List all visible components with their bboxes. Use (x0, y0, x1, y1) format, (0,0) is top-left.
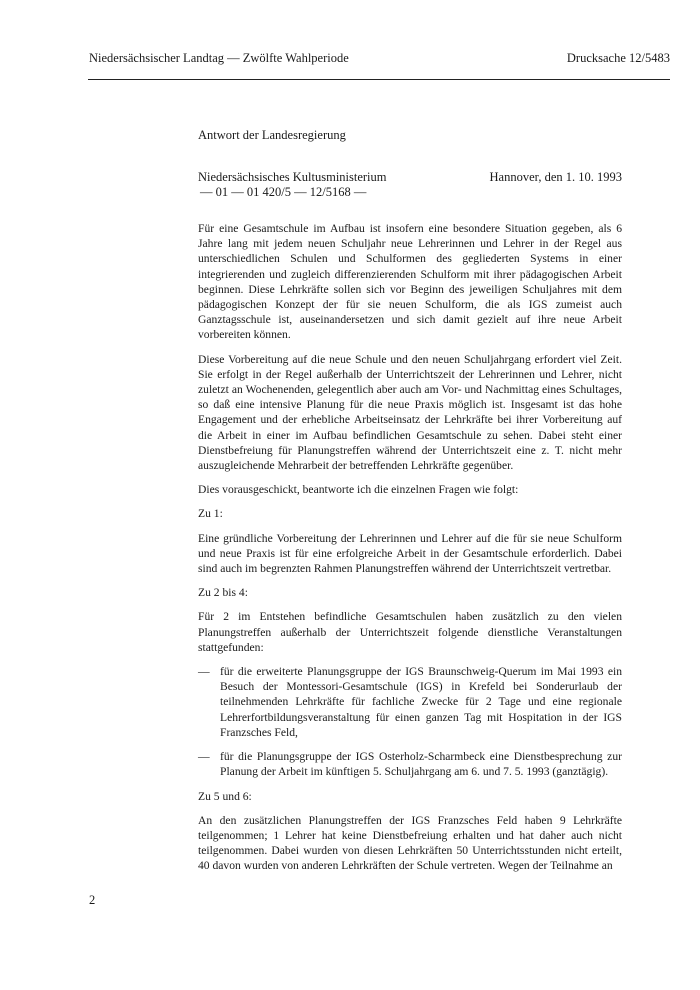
document-number: Drucksache 12/5483 (566, 51, 670, 65)
ministry-name: Niedersächsisches Kultusministerium (198, 170, 387, 184)
dateline: Hannover, den 1. 10. 1993 (489, 170, 622, 184)
dash-bullet: — (198, 665, 210, 679)
ministry-reference: — 01 — 01 420/5 — 12/5168 — (200, 185, 367, 199)
page-number: 2 (89, 893, 96, 907)
list-item-text: für die erweiterte Planungsgruppe der IGS Braunschweig-Querum im Mai 1993 ein Besuch der Montessori-Gesamtschule (IGS) in Krefeld bei Sonderurlaub der teilnehmenden Lehrkräfte für fachliche Zwecke für 2 Tage und eine regionale Lehrerfortbildungsveranstaltung für einen ganzen Tag mit Hospitation in der IGS Franzsches Feld, (220, 665, 622, 739)
section-title: Antwort der Landesregierung (198, 128, 346, 142)
list-item (198, 664, 622, 740)
paragraph: An den zusätzlichen Planungstreffen der IGS Franzsches Feld haben 9 Lehrkräfte teilgenommen; 1 Lehrer hat keine Dienstbefreiung erhalten und hat daher auch nicht teilgenommen. Dabei wurden von diesen Lehrkräften 50 Unterrichtsstunden nicht erteilt, 40 davon wurden von anderen Lehrkräften der Schule vertreten. Wegen der Teilnahme an (198, 813, 622, 873)
paragraph: Für 2 im Entstehen befindliche Gesamtschulen haben zusätzlich zu den vielen Planungstreffen außerhalb der Unterrichtszeit folgende dienstliche Veranstaltungen stattgefunden: (198, 610, 622, 654)
running-header-title: Niedersächsischer Landtag — Zwölfte Wahlperiode (89, 51, 349, 65)
answer-label: Zu 1: (198, 507, 223, 521)
answer-label: Zu 2 bis 4: (198, 586, 248, 600)
paragraph: Für eine Gesamtschule im Aufbau ist insofern eine besondere Situation gegeben, als 6 Jahre lang mit jedem neuen Schuljahr neue Lehrerinnen und Lehrer in der Regel aus unterschiedlichen Schulen und Schulformen des gegliederten Systems in einer integrierenden und zugleich differenzierenden Schulform mit ihrer pädagogischen Arbeit beginnen. Diese Lehrkräfte sollen sich vor Beginn des jeweiligen Schuljahres mit dem pädagogischen Konzept der für sie neuen Schulform, die als IGS zumeist auch Ganztagsschule ist, auseinandersetzen und sich damit gezielt auf ihre neue Arbeit vorbereiten können. (198, 222, 622, 342)
ministry-block (198, 170, 387, 200)
paragraph: Diese Vorbereitung auf die neue Schule und den neuen Schuljahrgang erfordert viel Zeit. Sie erfolgt in der Regel außerhalb der Unterrichtszeit der Lehrerinnen und Lehrer, nicht zuletzt an Wochenenden, gelegentlich aber auch am Vor- und Nachmittag eines Schultages, so daß eine intensive Planung für die neue Praxis möglich ist. Insgesamt ist das hohe Engagement und der erhebliche Arbeitseinsatz der Lehrkräfte bei ihrer Vorbereitung auf die Arbeit in einer im Aufbau befindlichen Gesamtschule zu sehen. Dabei steht einer Dienstbefreiung für Planungstreffen während der Unterrichtszeit eine z. T. nicht mehr auszugleichende Mehrarbeit der betreffenden Lehrkräfte gegenüber. (198, 352, 622, 473)
list-item-text: für die Planungsgruppe der IGS Osterholz-Scharmbeck eine Dienstbesprechung zur Planung der Arbeit im künftigen 5. Schuljahrgang am 6. und 7. 5. 1993 (ganztägig). (220, 750, 622, 779)
dash-bullet: — (198, 750, 210, 764)
paragraph: Dies vorausgeschickt, beantworte ich die einzelnen Fragen wie folgt: (198, 483, 519, 497)
answer-label: Zu 5 und 6: (198, 789, 252, 803)
body-text (198, 221, 622, 883)
paragraph: Eine gründliche Vorbereitung der Lehrerinnen und Lehrer auf die für sie neue Schulform und neue Praxis ist für eine erfolgreiche Arbeit in der Gesamtschule erforderlich. Dabei sind auch im begrenzten Rahmen Planungstreffen während der Unterrichtszeit vertretbar. (198, 531, 622, 576)
header-divider (88, 79, 670, 80)
list-item (198, 749, 622, 779)
